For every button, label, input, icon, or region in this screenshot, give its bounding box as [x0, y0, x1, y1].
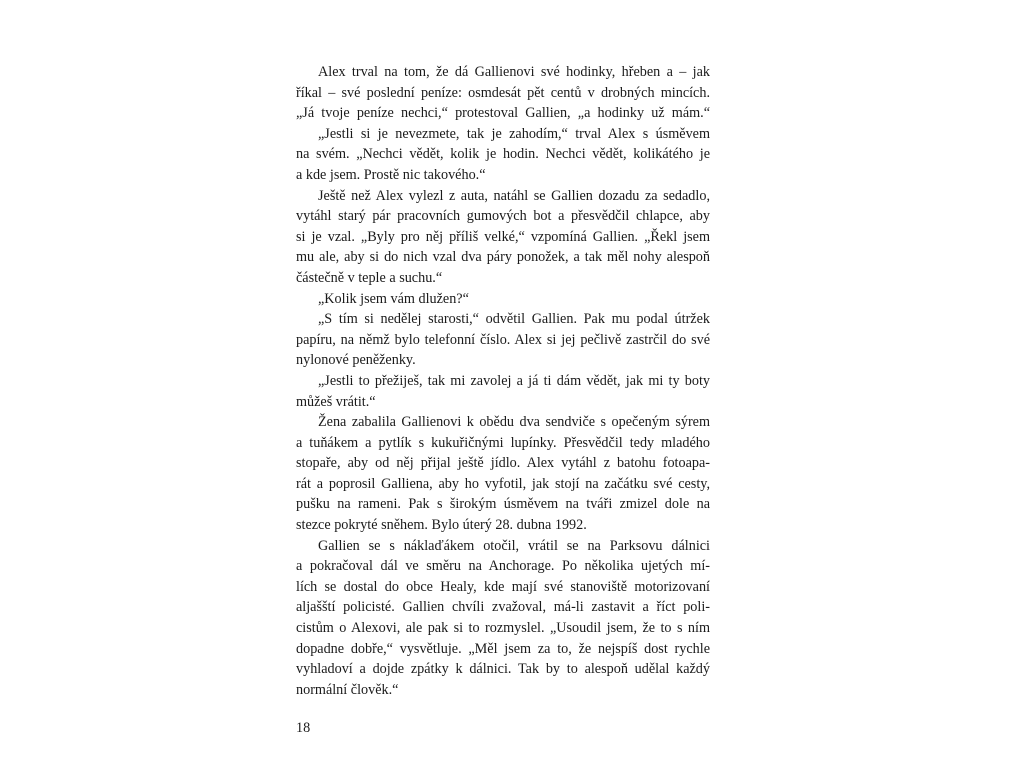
text-line: si je vzal. „Byly pro něj příliš velké,“ vzpomíná Gallien. „Řekl jsem	[296, 228, 710, 245]
text-line: stezce pokryté sněhem. Bylo úterý 28. dubna 1992.	[296, 517, 587, 534]
text-line: rát a poprosil Galliena, aby ho vyfotil, jak stojí na začátku své cesty,	[296, 475, 710, 492]
text-line: stopaře, aby od něj přijal ještě jídlo. Alex vytáhl z batohu fotoapa-	[296, 455, 710, 472]
text-line: vyhladoví a dojde zpátky k dálnici. Tak by to alespoň udělal každý	[296, 661, 710, 678]
text-line: lích se dostal do obce Healy, kde mají své stanoviště motorizovaní	[296, 578, 710, 595]
text-line: můžeš vrátit.“	[296, 393, 376, 410]
text-line: „Kolik jsem vám dlužen?“	[318, 290, 469, 307]
text-line: říkal – své poslední peníze: osmdesát pět centů v drobných mincích.	[296, 84, 710, 101]
text-line: vytáhl starý pár pracovních gumových bot a přesvědčil chlapce, aby	[296, 208, 710, 225]
page-number: 18	[296, 720, 311, 736]
text-line: mu ale, aby si do nich vzal dva páry ponožek, a tak měl nohy alespoň	[296, 249, 710, 266]
text-line: pušku na rameni. Pak s širokým úsměvem na tváři zmizel dole na	[296, 496, 710, 513]
text-line: nylonové peněženky.	[296, 352, 416, 369]
text-line: „S tím si nedělej starosti,“ odvětil Gallien. Pak mu podal útržek	[318, 311, 710, 328]
text-line: „Jestli to přežiješ, tak mi zavolej a já ti dám vědět, jak mi ty boty	[318, 372, 710, 389]
text-line: a kde jsem. Prostě nic takového.“	[296, 166, 486, 183]
text-line: Ještě než Alex vylezl z auta, natáhl se Gallien dozadu za sedadlo,	[318, 187, 710, 204]
text-line: „Já tvoje peníze nechci,“ protestoval Gallien, „a hodinky už mám.“	[296, 105, 710, 122]
text-line: Alex trval na tom, že dá Gallienovi své hodinky, hřeben a – jak	[318, 64, 710, 80]
text-line: dopadne dobře,“ vysvětluje. „Měl jsem za to, že nejspíš dost rychle	[296, 640, 710, 657]
text-line: cistům o Alexovi, ale pak si to rozmyslel. „Usoudil jsem, že to s ním	[296, 620, 710, 637]
body-text	[296, 62, 710, 700]
text-line: normální člověk.“	[296, 681, 399, 698]
text-line: Žena zabalila Gallienovi k obědu dva sendviče s opečeným sýrem	[318, 414, 710, 431]
text-line: a tuňákem a pytlík s kukuřičnými lupínky. Přesvědčil tedy mladého	[296, 434, 710, 451]
text-line: Gallien se s náklaďákem otočil, vrátil se na Parksovu dálnici	[318, 537, 710, 554]
text-line: a pokračoval dál ve směru na Anchorage. Po několika ujetých mí-	[296, 558, 710, 575]
text-line: papíru, na němž bylo telefonní číslo. Alex si jej pečlivě zastrčil do své	[296, 331, 710, 348]
text-line: částečně v teple a suchu.“	[296, 269, 443, 286]
text-line: na svém. „Nechci vědět, kolik je hodin. Nechci vědět, kolikátého je	[296, 146, 710, 163]
text-line: aljašští policisté. Gallien chvíli zvažoval, má-li zastavit a říct poli-	[296, 599, 710, 616]
text-line: „Jestli si je nevezmete, tak je zahodím,“ trval Alex s úsměvem	[318, 125, 710, 142]
